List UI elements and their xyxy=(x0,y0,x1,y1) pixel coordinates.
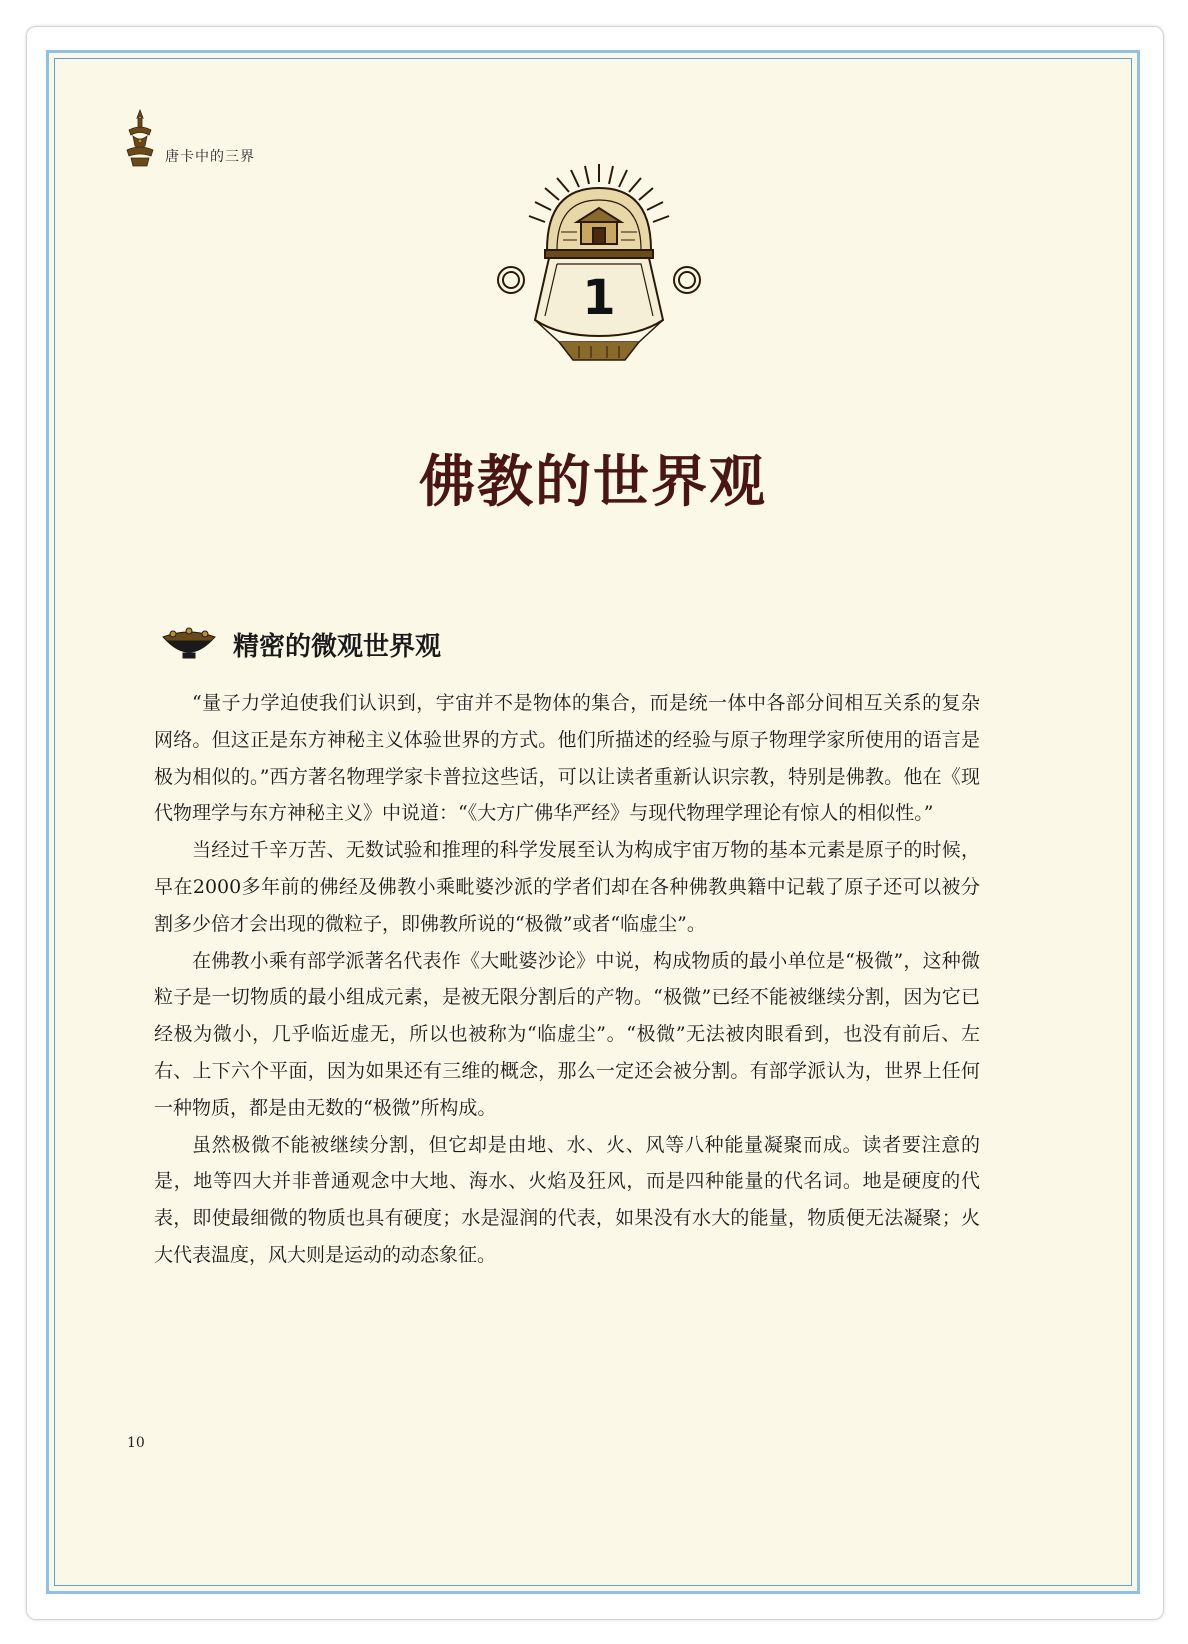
paragraph: 在佛教小乘有部学派著名代表作《大毗婆沙论》中说，构成物质的最小单位是“极微”，这种微粒子是一切物质的最小组成元素，是被无限分割后的产物。“极微”已经不能被继续分割，因为它已经极为微小，几乎临近虚无，所以也被称为“临虚尘”。“极微”无法被肉眼看到，也没有前后、左右、上下六个平面，因为如果还有三维的概念，那么一定还会被分割。有部学派认为，世界上任何一种物质，都是由无数的“极微”所构成。 xyxy=(154,949,980,1119)
paragraph: 虽然极微不能被继续分割，但它却是由地、水、火、风等八种能量凝聚而成。读者要注意的是，地等四大并非普通观念中大地、海水、火焰及狂风，而是四种能量的代名词。地是硬度的代表，即使最细微的物质也具有硬度；水是湿润的代表，如果没有水大的能量，物质便无法凝聚；火大代表温度，风大则是运动的动态象征。 xyxy=(154,1133,980,1266)
running-head-text: 唐卡中的三界 xyxy=(165,149,255,165)
page-frame xyxy=(46,50,1140,1594)
section-heading-text: 精密的微观世界观 xyxy=(233,631,442,662)
page-number: 10 xyxy=(127,1435,145,1451)
running-head xyxy=(123,108,255,174)
offering-bowl-icon xyxy=(159,623,219,665)
vajra-ornament-icon xyxy=(123,108,157,174)
paragraph: “量子力学迫使我们认识到，宇宙并不是物体的集合，而是统一体中各部分间相互关系的复杂网络。但这正是东方神秘主义体验世界的方式。他们所描述的经验与原子物理学家所使用的语言是极为相似的。”西方著名物理学家卡普拉这些话，可以让读者重新认识宗教，特别是佛教。他在《现代物理学与东方神秘主义》中说道：“《大方广佛华严经》与现代物理学理论有惊人的相似性。” xyxy=(154,692,980,825)
paragraph: 当经过千辛万苦、无数试验和推理的科学发展至认为构成宇宙万物的基本元素是原子的时候，早在2000多年前的佛经及佛教小乘毗婆沙派的学者们却在各种佛教典籍中记载了原子还可以被分割多少倍才会出现的微粒子，即佛教所说的“极微”或者“临虚尘”。 xyxy=(154,839,980,935)
section-heading xyxy=(159,623,441,665)
chapter-emblem xyxy=(449,160,749,374)
body-text xyxy=(154,685,980,1274)
temple-emblem-icon xyxy=(449,160,749,370)
chapter-title: 佛教的世界观 xyxy=(419,450,767,515)
chapter-number: 1 xyxy=(582,270,616,326)
book-page xyxy=(49,53,1137,1591)
